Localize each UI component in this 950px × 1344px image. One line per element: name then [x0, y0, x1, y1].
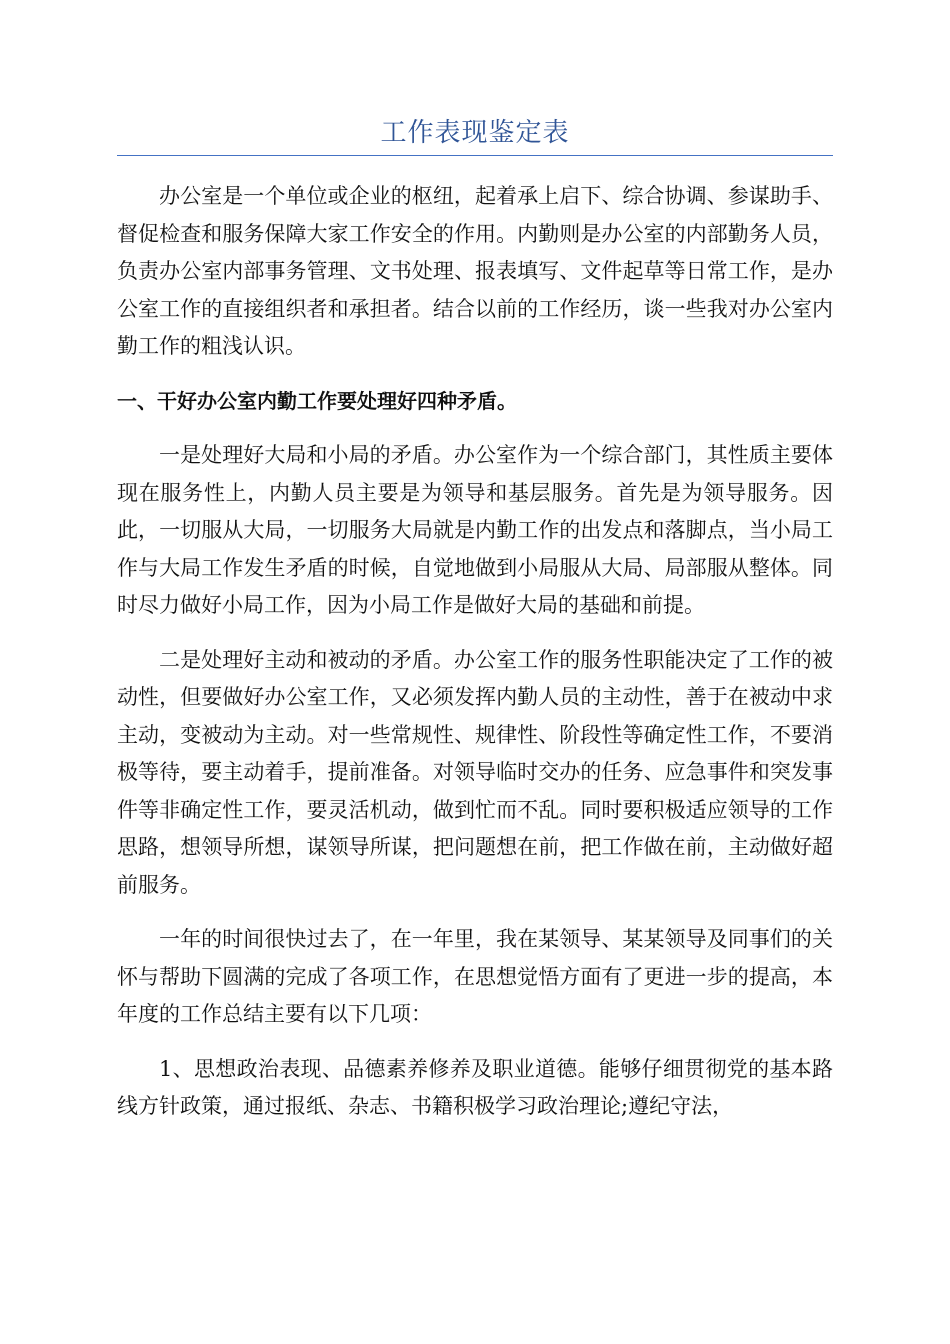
paragraph-point-one: 一是处理好大局和小局的矛盾。办公室作为一个综合部门，其性质主要体现在服务性上，内勤人员主要是为领导和基层服务。首先是为领导服务。因此，一切服从大局，一切服务大局就是内勤工作的出发点和落脚点，当小局工作与大局工作发生矛盾的时候，自觉地做到小局服从大局、局部服从整体。同时尽力做好小局工作，因为小局工作是做好大局的基础和前提。 — [117, 443, 833, 617]
document-title: 工作表现鉴定表 — [380, 118, 570, 148]
title-underline — [117, 155, 833, 156]
paragraph-intro: 办公室是一个单位或企业的枢纽，起着承上启下、综合协调、参谋助手、督促检查和服务保障大家工作安全的作用。内勤则是办公室的内部勤务人员，负责办公室内部事务管理、文书处理、报表填写、文件起草等日常工作，是办公室工作的直接组织者和承担者。结合以前的工作经历，谈一些我对办公室内勤工作的粗浅认识。 — [117, 184, 833, 358]
section-heading: 一、干好办公室内勤工作要处理好四种矛盾。 — [117, 388, 517, 413]
paragraph-year-summary: 一年的时间很快过去了，在一年里，我在某领导、某某领导及同事们的关怀与帮助下圆满的完成了各项工作，在思想觉悟方面有了更进一步的提高，本年度的工作总结主要有以下几项： — [117, 927, 833, 1026]
paragraph-item-one: 1、思想政治表现、品德素养修养及职业道德。能够仔细贯彻党的基本路线方针政策，通过报纸、杂志、书籍积极学习政治理论;遵纪守法， — [117, 1056, 833, 1118]
document-body — [117, 178, 833, 1143]
paragraph-point-two: 二是处理好主动和被动的矛盾。办公室工作的服务性职能决定了工作的被动性，但要做好办公室工作，又必须发挥内勤人员的主动性，善于在被动中求主动，变被动为主动。对一些常规性、规律性、阶段性等确定性工作，不要消极等待，要主动着手，提前准备。对领导临时交办的任务、应急事件和突发事件等非确定性工作，要灵活机动，做到忙而不乱。同时要积极适应领导的工作思路，想领导所想，谋领导所谋，把问题想在前，把工作做在前，主动做好超前服务。 — [117, 647, 833, 897]
